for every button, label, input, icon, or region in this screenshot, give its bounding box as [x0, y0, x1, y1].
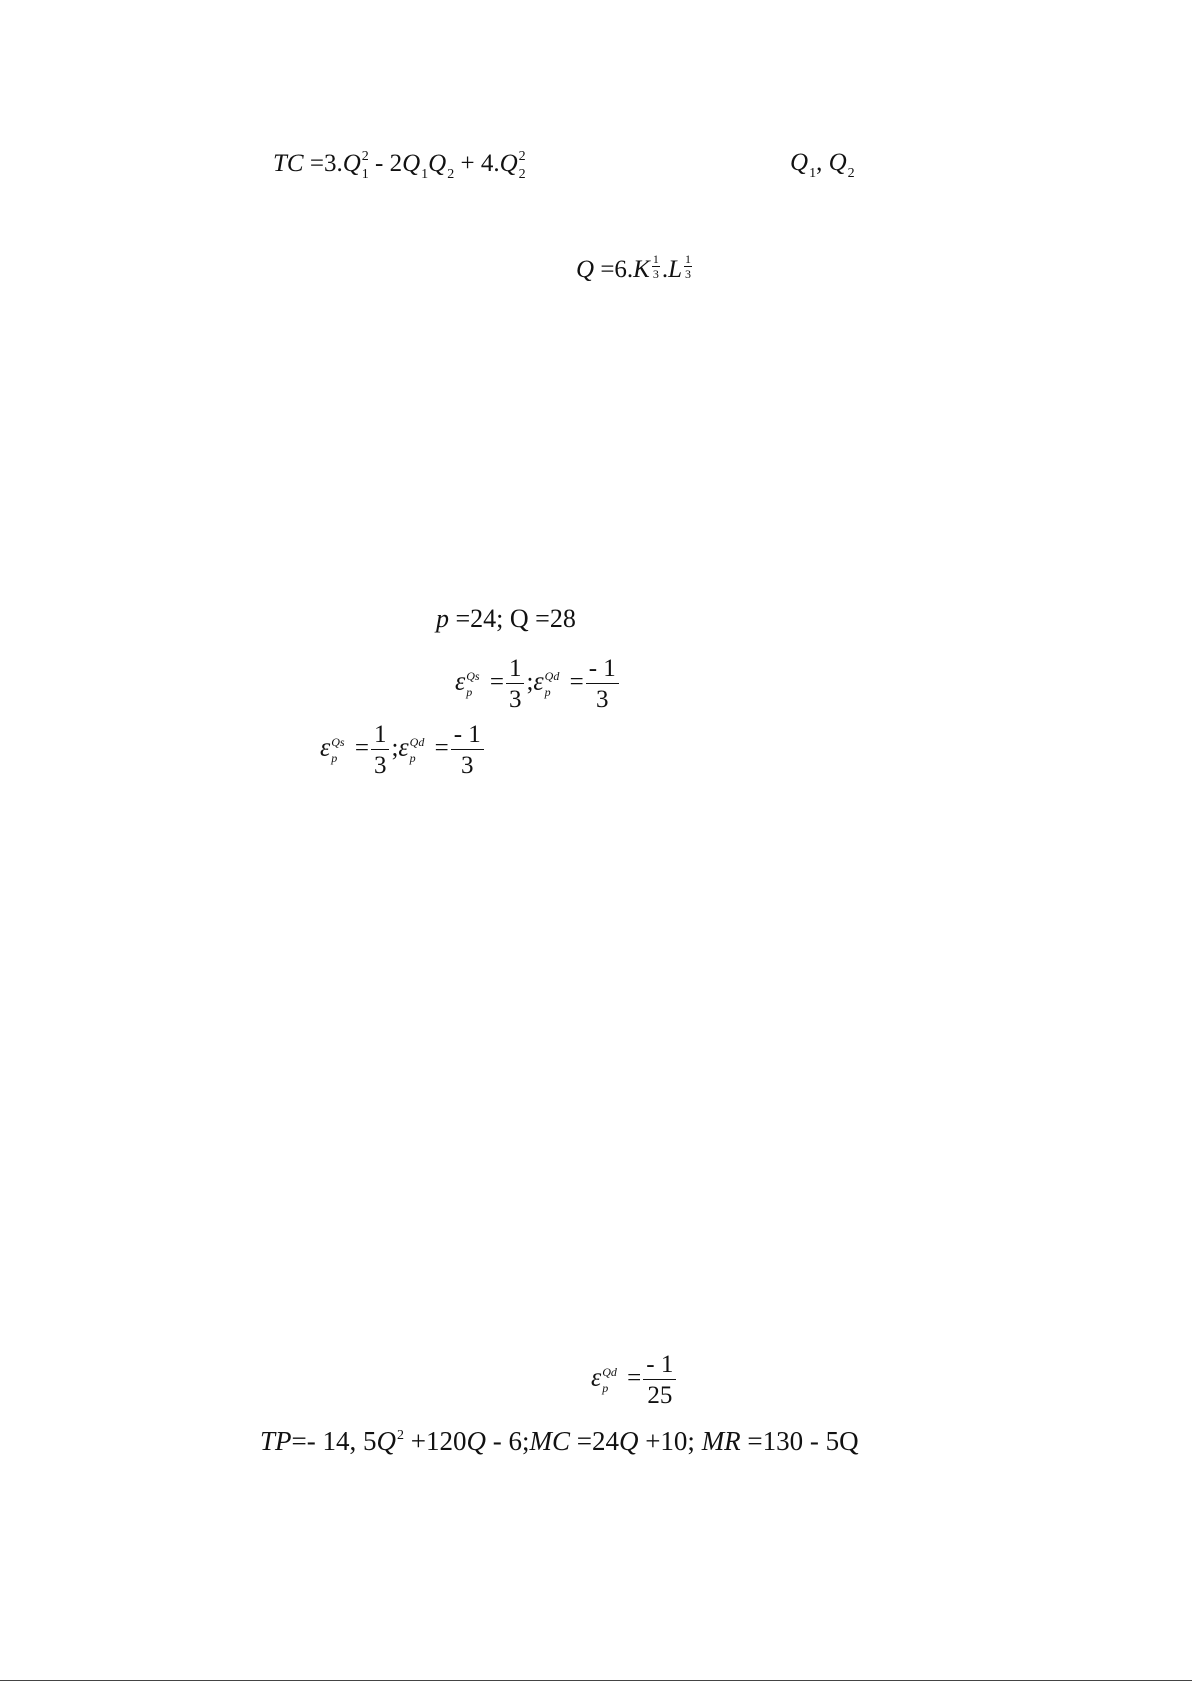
tc-sub2a: 1	[421, 167, 429, 182]
ec-sup: Qd	[602, 1365, 617, 1379]
pr-mc: MC	[529, 1426, 570, 1456]
pr-tp-exp: 2	[396, 1428, 404, 1443]
pr-tp-var2: Q	[466, 1426, 486, 1456]
tc-sub1: 1	[361, 167, 369, 182]
eqm-q: Q =28	[509, 604, 576, 633]
ec-sub: p	[602, 1381, 609, 1395]
ea-frac1: $\frac{1}{3}$	[506, 656, 525, 712]
eb-sup1: Qs	[331, 735, 345, 749]
eb-eq1: =	[354, 734, 369, 762]
equation-production-function: Q =6.K $\frac{1}{3}$ .L $\frac{1}{3}$	[576, 252, 692, 283]
pr-tp-var: Q	[376, 1426, 396, 1456]
ea-sub2: p	[544, 685, 551, 699]
tc-op2: - 2	[375, 150, 403, 177]
pr-mc-rhs2: +10;	[645, 1426, 695, 1456]
eb-frac1: $\frac{1}{3}$	[371, 722, 390, 778]
prod-exp2: $\frac{1}{3}$	[685, 252, 692, 281]
eb-eps1: ε	[320, 732, 331, 762]
vq-sep: ,	[816, 149, 823, 176]
prod-var2: L	[668, 256, 683, 283]
vq-sub1: 1	[809, 166, 817, 181]
eb-frac2: $\frac{- 1}{3}$	[451, 722, 484, 778]
vq-var1: Q	[790, 149, 809, 176]
tc-sub3: 2	[518, 167, 526, 182]
eb-sup2: Qd	[409, 735, 425, 749]
ea-eps1: ε	[455, 666, 466, 696]
prod-var1: K	[633, 256, 650, 283]
pr-tp-rhs3: - 6;	[492, 1426, 530, 1456]
tc-exp1: 2	[361, 149, 369, 164]
prod-lhs: Q	[576, 256, 595, 283]
eb-eps2: ε	[398, 732, 409, 762]
eqm-p-val: =24;	[455, 604, 504, 633]
tc-op3: + 4.	[460, 150, 500, 177]
equation-equilibrium	[436, 606, 576, 632]
prod-coef: 6.	[614, 256, 634, 283]
ea-eq1: =	[489, 668, 504, 696]
eb-sub1: p	[331, 751, 338, 765]
pr-tp: TP	[260, 1426, 292, 1456]
equation-total-cost: TC $=3.Q_1^2 - 2Q_1Q_2 + 4.Q_2^2$	[273, 149, 526, 182]
ea-eq2: =	[569, 668, 584, 696]
ec-eq: =	[627, 1364, 642, 1392]
tc-exp3: 2	[518, 149, 526, 164]
pr-tp-rhs1: =- 14, 5	[291, 1426, 377, 1456]
eb-sep: ;	[391, 734, 399, 762]
prod-exp1: $\frac{1}{3}$	[652, 252, 659, 281]
pr-mc-rhs1: =24	[576, 1426, 619, 1456]
equation-variables-q1-q2	[790, 150, 855, 181]
ec-frac: $\frac{- 1}{25}$	[643, 1352, 676, 1408]
ea-eps2: ε	[533, 666, 544, 696]
pr-mr-rhs: =130 - 5Q	[747, 1426, 859, 1456]
tc-var2a: Q	[402, 150, 421, 177]
ea-sub1: p	[466, 685, 473, 699]
tc-var1: Q	[342, 150, 361, 177]
eb-sub2: p	[409, 751, 416, 765]
tc-lhs: TC	[273, 150, 304, 177]
ec-eps: ε	[591, 1362, 602, 1392]
eb-eq2: =	[434, 734, 449, 762]
equation-profit-cost-revenue	[260, 1428, 859, 1455]
ea-sup2: Qd	[544, 669, 560, 683]
pr-mr: MR	[701, 1426, 741, 1456]
ea-sup1: Qs	[466, 669, 480, 683]
tc-var3: Q	[499, 150, 518, 177]
vq-var2: Q	[828, 149, 847, 176]
tc-sub2b: 2	[447, 167, 455, 182]
equation-elasticity-b	[320, 722, 486, 778]
equation-elasticity-a	[455, 656, 621, 712]
tc-var2b: Q	[428, 150, 447, 177]
ea-frac2: $\frac{- 1}{3}$	[586, 656, 619, 712]
equation-elasticity-c	[591, 1352, 678, 1408]
tc-coef1: 3.	[323, 150, 343, 177]
prod-dot: .	[661, 256, 669, 283]
pr-mc-var: Q	[618, 1426, 639, 1456]
ea-sep: ;	[526, 668, 534, 696]
pr-tp-rhs2: +120	[410, 1426, 467, 1456]
vq-sub2: 2	[847, 166, 855, 181]
eqm-p: p	[436, 604, 449, 633]
page-bottom-rule	[0, 1680, 1192, 1681]
